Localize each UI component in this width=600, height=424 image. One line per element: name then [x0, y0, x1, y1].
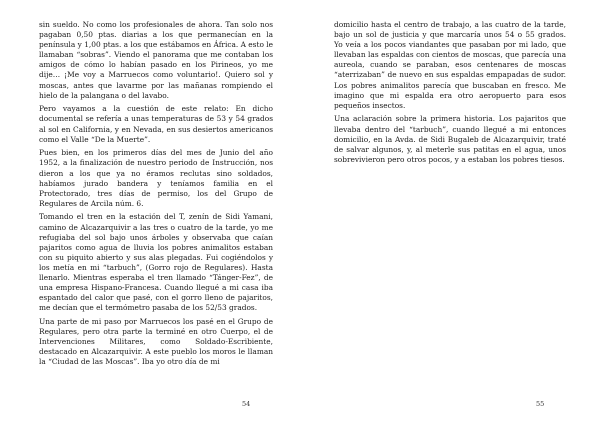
paragraph: Tomando el tren en la estación del T, zenín de Sidi Yamani, camino de Alcazarquivir a las tres o cuatro de la tarde, yo me refugiaba del sol bajo unos árboles y observaba que caían pajaritos como agua de lluvia los pobres animalitos estaban con su piquito abierto y sus alas plegadas. Fui cogiéndolos y los metía en mi “tarbuch”, (Gorro rojo de Regulares). Hasta llenarlo. Mientras esperaba el tren llamado “Tánger-Fez”, de una empresa Hispano-Francesa. Cuando llegué a mi casa iba espantado del calor que pasé, con el gorro lleno de pajaritos, me decían que el termómetro pasaba de los 52/53 grados.	[39, 212, 273, 313]
page-number: 54	[242, 400, 251, 408]
paragraph: Una parte de mi paso por Marruecos los pasé en el Grupo de Regulares, pero otra parte la terminé en otro Cuerpo, el de Intervenciones Militares, como Soldado-Escribiente, destacado en Alcazarquivir. A este pueblo los moros le llaman la “Ciudad de las Moscas”. Iba yo otro día de mi	[39, 317, 273, 367]
right-page	[300, 0, 600, 424]
page-number: 55	[536, 400, 545, 408]
paragraph: domicilio hasta el centro de trabajo, a las cuatro de la tarde, bajo un sol de justicia y que marcaría unos 54 o 55 grados. Yo veía a los pocos viandantes que pasaban por mi lado, que llevaban las espaldas con cientos de moscas, que parecía una aureola, cuando se paraban, esos centenares de moscas “aterrizaban” de nuevo en sus espaldas empapadas de sudor. Los pobres animalitos parecía que buscaban en fresco. Me imagino que mi espalda era otro aeropuerto para esos pequeños insectos.	[334, 20, 566, 110]
paragraph: Pues bien, en los primeros días del mes de Junio del año 1952, a la finalización de nuestro periodo de Instrucción, nos dieron a los que ya no éramos reclutas sino soldados, habíamos jurado bandera y teníamos familia en el Protectorado, tres días de permiso, los del Grupo de Regulares de Arcila núm. 6.	[39, 148, 273, 208]
left-page-text-column	[39, 20, 273, 371]
right-page-text-column	[334, 20, 566, 169]
paragraph: sin sueldo. No como los profesionales de ahora. Tan solo nos pagaban 0,50 ptas. diarias a los que permanecían en la península y 1,00 ptas. a los que estábamos en África. A esto le llamaban “sobras”. Viendo el panorama que me contaban los amigos de cómo lo habían pasado en los Pirineos, yo me dije… ¡Me voy a Marruecos como voluntario!. Quiero sol y moscas, antes que lavarme por las mañanas rompiendo el hielo de la palangana o del lavabo.	[39, 20, 273, 100]
paragraph: Pero vayamos a la cuestión de este relato: En dicho documental se refería a unas temperaturas de 53 y 54 grados al sol en California, y en Nevada, en sus desiertos americanos como el Valle “De la Muerte”.	[39, 104, 273, 144]
paragraph: Una aclaración sobre la primera historia. Los pajaritos que llevaba dentro del “tarbuch”, cuando llegué a mi entonces domicilio, en la Avda. de Sidi Bugaleb de Alcazarquivir, traté de salvar algunos, y, al meterle sus patitas en el agua, unos sobrevivieron pero otros pocos, y a estaban los pobres tiesos.	[334, 114, 566, 164]
